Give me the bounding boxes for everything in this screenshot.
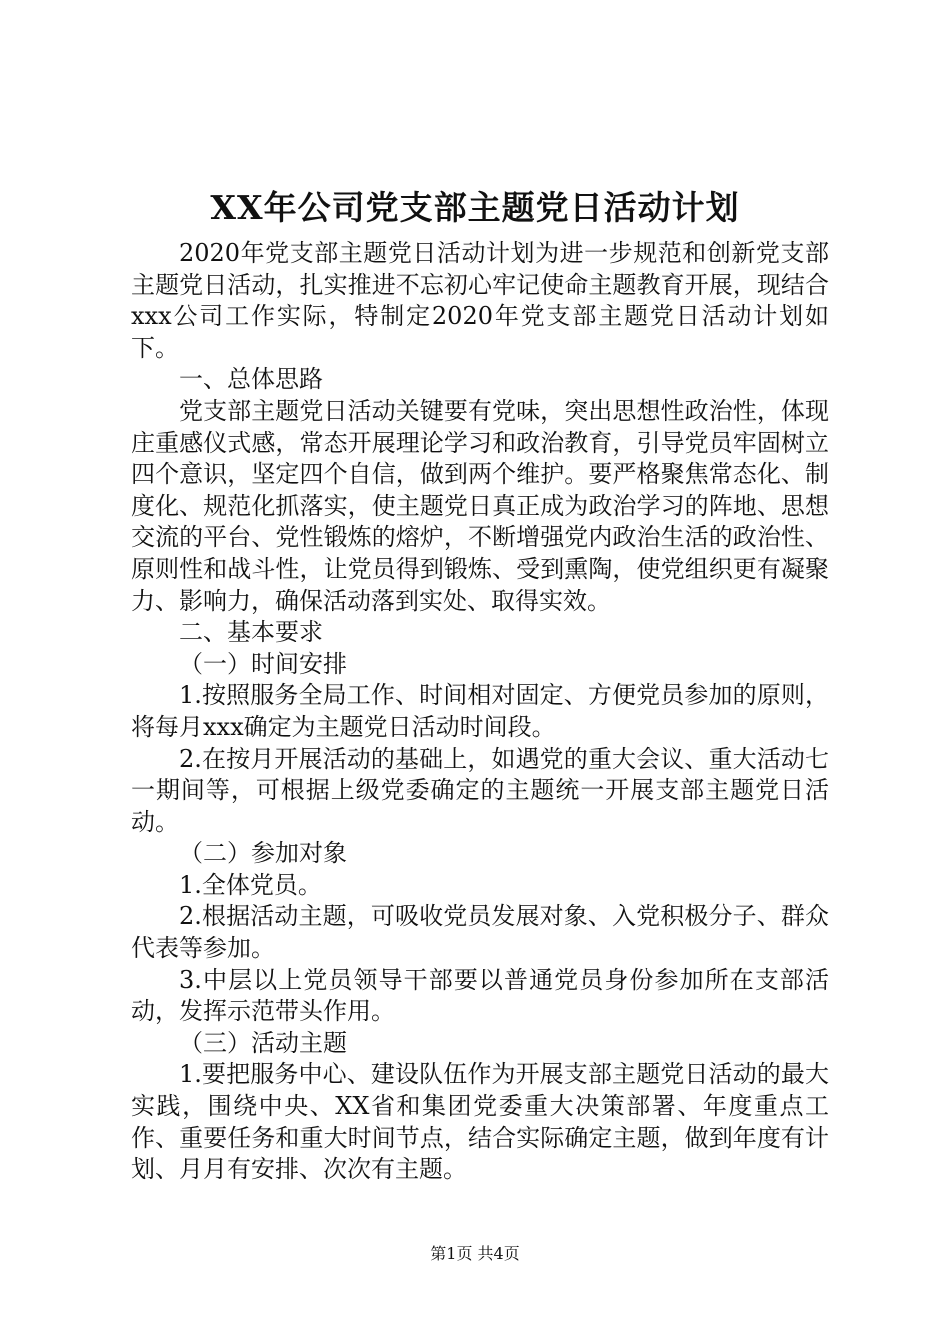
paragraph-overall-approach: 党支部主题党日活动关键要有党味，突出思想性政治性，体现庄重感仪式感，常态开展理论学习和政治教育，引导党员牢固树立四个意识，坚定四个自信，做到两个维护。要严格聚焦常态化、制度化、规范化抓落实，使主题党日真正成为政治学习的阵地、思想交流的平台、党性锻炼的熔炉，不断增强党内政治生活的政治性、原则性和战斗性，让党员得到锻炼、受到熏陶，使党组织更有凝聚力、影响力，确保活动落到实处、取得实效。 (131, 396, 829, 615)
list-item-participants-2: 2.根据活动主题，可吸收党员发展对象、入党积极分子、群众代表等参加。 (131, 902, 829, 963)
list-item-participants-1: 1.全体党员。 (179, 870, 322, 899)
subheading-participants: （二）参加对象 (179, 839, 347, 868)
list-item-theme-1: 1.要把服务中心、建设队伍作为开展支部主题党日活动的最大实践，围绕中央、XX省和集团党委重大决策部署、年度重点工作、重要任务和重大时间节点，结合实际确定主题，做到年度有计划、月月有安排、次次有主题。 (131, 1060, 829, 1184)
paragraph-intro: 2020年党支部主题党日活动计划为进一步规范和创新党支部主题党日活动，扎实推进不忘初心牢记使命主题教育开展，现结合xxx公司工作实际，特制定2020年党支部主题党日活动计划如下。 (131, 239, 829, 362)
document-title: XX年公司党支部主题党日活动计划 (210, 188, 740, 227)
list-item-participants-3: 3.中层以上党员领导干部要以普通党员身份参加所在支部活动，发挥示范带头作用。 (131, 965, 829, 1026)
list-item-time-1: 1.按照服务全局工作、时间相对固定、方便党员参加的原则，将每月xxx确定为主题党日活动时间段。 (131, 681, 829, 741)
page-footer: 第1页 共4页 (430, 1244, 520, 1263)
subheading-time-arrangement: （一）时间安排 (179, 649, 347, 678)
list-item-time-2: 2.在按月开展活动的基础上，如遇党的重大会议、重大活动七一期间等，可根据上级党委确定的主题统一开展支部主题党日活动。 (131, 744, 829, 836)
document-body (131, 238, 829, 1186)
subheading-activity-theme: （三）活动主题 (179, 1028, 347, 1057)
heading-overall-approach: 一、总体思路 (179, 365, 323, 394)
heading-basic-requirements: 二、基本要求 (179, 618, 323, 647)
